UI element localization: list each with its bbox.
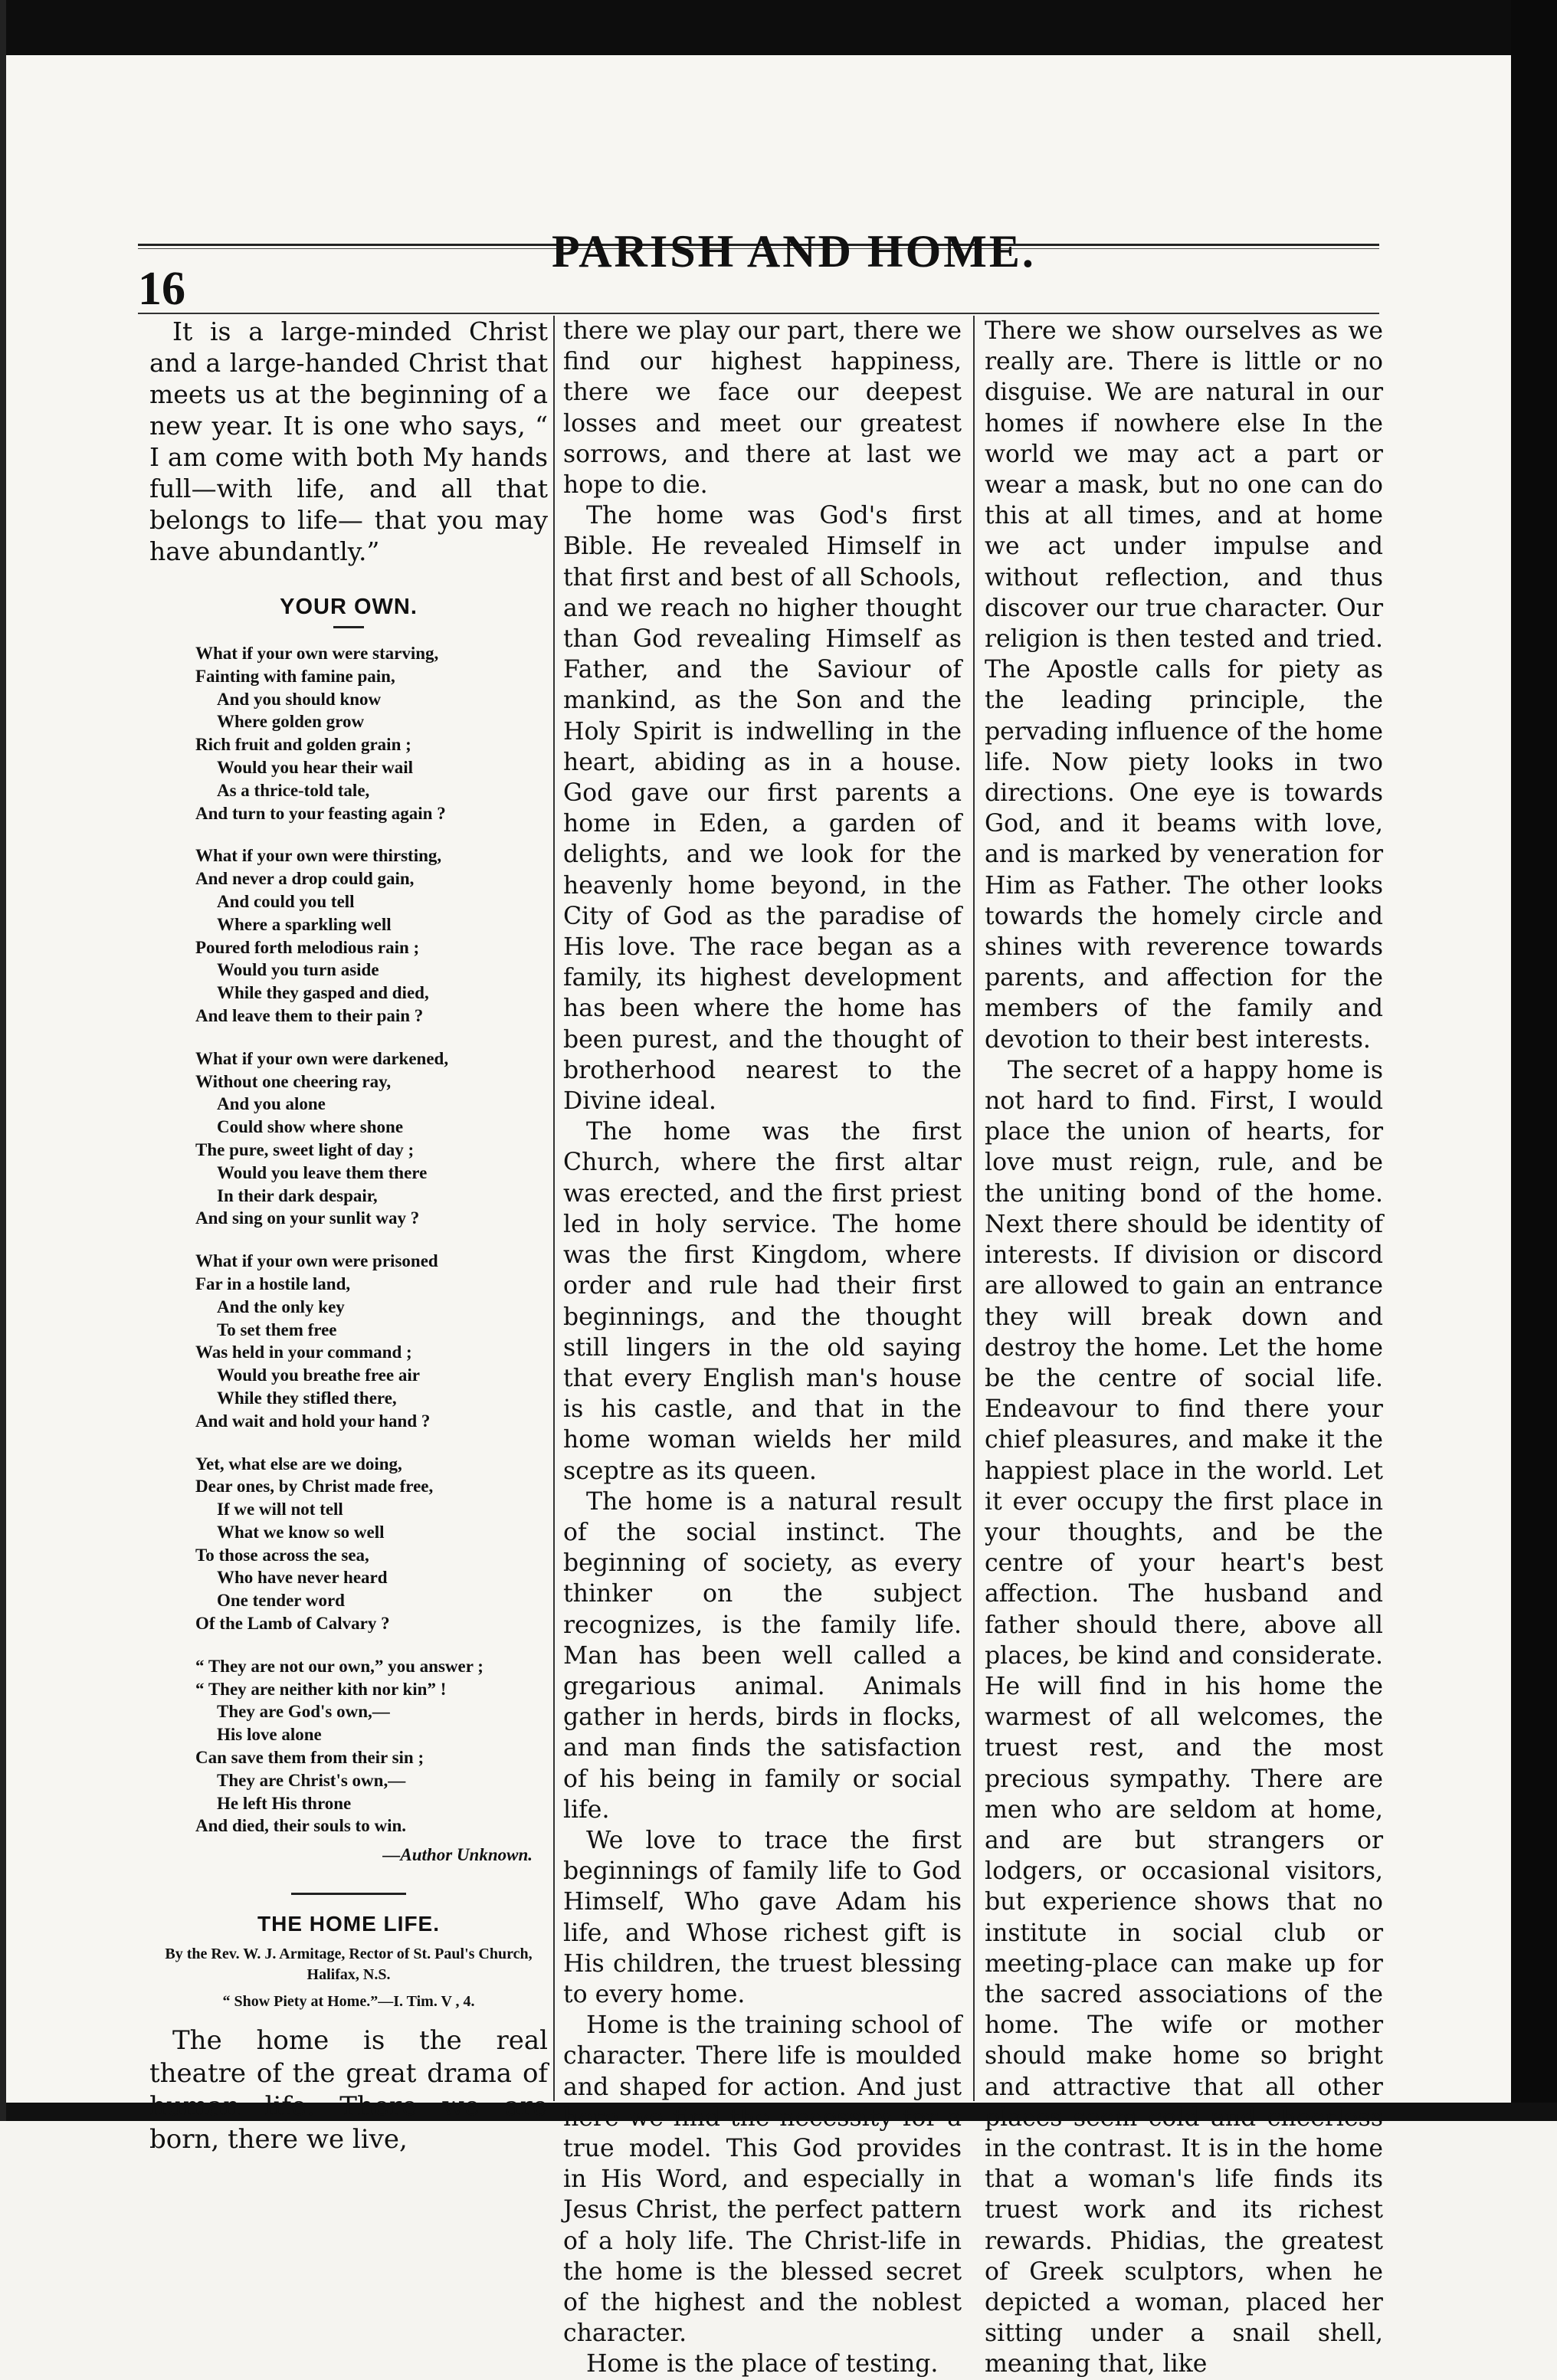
- paragraph: The home was the first Church, where the first altar was erected, and the first priest led in holy service. The home was the first Kingdom, where order and rule had their first beginnings, and the thought still lingers in the old saying that every English man's house is his castle, and that in the home woman wields her mild sceptre as its queen.: [563, 1118, 962, 1485]
- paragraph: there we play our part, there we find our highest happiness, there we face our deepest losses and meet our greatest sorrows, and there at last we hope to die.: [563, 317, 962, 500]
- scan-border-left: [0, 0, 6, 2121]
- paragraph: The home was God's first Bible. He revealed Himself in that first and best of all Schools, and we reach no higher thought than God revealing Himself as Father, and the Saviour of mankind, as the Son and the Holy Spirit is indwelling in the heart, abiding as in a house. God gave our first parents a home in Eden, a garden of delights, and we look for the heavenly home beyond, in the City of God as the paradise of His love. The race began as a family, its highest development has been where the home has been purest, and the thought of brotherhood nearest to the Divine ideal.: [563, 502, 962, 1116]
- scan-border-top: [0, 0, 1557, 55]
- column-2: [563, 316, 962, 2378]
- poem-line: Dear ones, by Christ made free,: [195, 1477, 434, 1497]
- title-dash: [333, 626, 364, 628]
- poem-line: Would you breathe free air: [217, 1365, 420, 1385]
- poem-line: And died, their souls to win.: [195, 1816, 407, 1836]
- header-rule-bottom: [138, 313, 1379, 314]
- poem-line: The pure, sweet light of day ;: [195, 1139, 415, 1159]
- section-divider: [291, 1893, 406, 1895]
- poem-line: Would you leave them there: [217, 1162, 428, 1182]
- poem-line: As a thrice-told tale,: [217, 780, 370, 800]
- poem-line: If we will not tell: [217, 1500, 343, 1519]
- poem-line: What if your own were thirsting,: [195, 846, 442, 866]
- poem-line: Would you turn aside: [217, 960, 379, 980]
- poem-attribution: —Author Unknown.: [382, 1845, 533, 1865]
- poem-line: Would you hear their wail: [217, 757, 414, 777]
- poem-line: And sing on your sunlit way ?: [195, 1208, 420, 1228]
- poem-line: One tender word: [217, 1591, 345, 1611]
- poem-line: Poured forth melodious rain ;: [195, 937, 420, 957]
- poem-line: What if your own were prisoned: [195, 1251, 438, 1271]
- page-number: 16: [138, 263, 185, 315]
- poem-line: To set them free: [217, 1319, 337, 1339]
- poem-line: Where a sparkling well: [217, 914, 392, 934]
- poem-stanza: [149, 1453, 548, 1635]
- poem-line: In their dark despair,: [217, 1185, 378, 1205]
- poem-line: Could show where shone: [217, 1117, 404, 1137]
- poem-line: While they stifled there,: [217, 1388, 397, 1408]
- poem-line: Was held in your command ;: [195, 1342, 412, 1362]
- poem-line: “ They are not our own,” you answer ;: [195, 1656, 483, 1676]
- poem-line: Far in a hostile land,: [195, 1274, 351, 1293]
- poem: [149, 642, 548, 1837]
- paragraph: We love to trace the first beginnings of family life to God Himself, Who gave Adam his life, and Whose richest gift is His children, the truest blessing to every home.: [563, 1826, 962, 2008]
- poem-line: And leave them to their pain ?: [195, 1005, 424, 1025]
- poem-line: And the only key: [217, 1297, 345, 1316]
- poem-line: To those across the sea,: [195, 1545, 369, 1565]
- poem-line: While they gasped and died,: [217, 983, 429, 1003]
- paragraph: The secret of a happy home is not hard to find. First, I would place the union of hearts, for love must reign, rule, and be the uniting bond of the home. Next there should be identity of interests. If division or discord are allowed to gain an entrance they will break down and destroy the home. Let the home be the centre of social life. Endeavour to find there your chief pleasures, and make it the happiest place in the world. Let it ever occupy the first place in your thoughts, and be the centre of your heart's best affection. The husband and father should there, above all places, be kind and considerate. He will find in his home the warmest of all welcomes, the truest rest, and the most precious sympathy. There are men who are seldom at home, and are but strangers or lodgers, or occasional visitors, but experience shows that no institute in social club or meeting-place can make up for the sacred associations of the home. The wife or mother should make home so bright and attractive that all other places seem cold and cheerless in the contrast. It is in the home that a woman's life finds its truest work and its richest rewards. Phidias, the greatest of Greek sculptors, when he depicted a woman, placed her sitting under a snail shell, meaning that, like: [985, 1056, 1383, 2378]
- poem-line: And wait and hold your hand ?: [195, 1411, 431, 1431]
- poem-title: YOUR OWN.: [280, 595, 418, 619]
- poem-line: What if your own were starving,: [195, 644, 439, 663]
- intro-paragraph: It is a large-minded Christ and a large-handed Christ that meets us at the beginning of a new year. It is one who says, “ I am come with both My hands full—with life, and all that belongs to life— that you may have abundantly.”: [149, 316, 548, 566]
- column-3: [985, 316, 1383, 2378]
- paragraph: The home is a natural result of the social instinct. The beginning of society, as every thinker on the subject recognizes, is the family life. Man has been well called a gregarious animal. Animals gather in herds, birds in flocks, and man finds the satisfaction of his being in family or social life.: [563, 1487, 962, 1824]
- article-byline: By the Rev. W. J. Armitage, Rector of St. Paul's Church, Halifax, N.S.: [165, 1946, 533, 1984]
- poem-line: They are God's own,—: [217, 1702, 390, 1722]
- poem-line: He left His throne: [217, 1793, 352, 1813]
- poem-line: Rich fruit and golden grain ;: [195, 735, 411, 755]
- poem-stanza: [149, 642, 548, 824]
- poem-stanza: [149, 1250, 548, 1432]
- running-title: PARISH AND HOME.: [552, 226, 1036, 277]
- poem-line: Who have never heard: [217, 1568, 388, 1588]
- poem-line: What if your own were darkened,: [195, 1048, 449, 1068]
- poem-line: Can save them from their sin ;: [195, 1748, 424, 1768]
- poem-line: And turn to your feasting again ?: [195, 803, 446, 823]
- poem-line: “ They are neither kith nor kin” !: [195, 1679, 447, 1699]
- poem-line: Fainting with famine pain,: [195, 666, 395, 686]
- article-title: THE HOME LIFE.: [257, 1912, 440, 1936]
- article-opening: The home is the real theatre of the great drama of human life. There we are born, there we live,: [149, 2025, 548, 2155]
- column-rule-2: [973, 316, 975, 2101]
- poem-line: And you alone: [217, 1094, 326, 1114]
- poem-stanza: [149, 1047, 548, 1230]
- poem-line: They are Christ's own,—: [217, 1770, 406, 1790]
- column-rule-1: [553, 316, 555, 2101]
- paragraph: Home is the training school of character. There life is moulded and shaped for action. And just here we find the necessity for a true model. This God provides in His Word, and especially in Jesus Christ, the perfect pattern of a holy life. The Christ-life in the home is the blessed secret of the highest and the noblest character.: [563, 2011, 962, 2348]
- paragraph: There we show ourselves as we really are. There is little or no disguise. We are natural in our homes if nowhere else In the world we may act a part or wear a mask, but no one can do this at all times, and at home we act under impulse and without reflection, and thus discover our true character. Our religion is then tested and tried. The Apostle calls for piety as the leading principle, the pervading influence of the home life. Now piety looks in two directions. One eye is towards God, and it beams with love, and is marked by veneration for Him as Father. The other looks towards the homely circle and shines with reverence towards parents, and affection for the members of the family and devotion to their best interests.: [985, 317, 1383, 1054]
- poem-line: Where golden grow: [217, 712, 365, 732]
- poem-line: His love alone: [217, 1725, 322, 1745]
- article-epigraph: “ Show Piety at Home.”—I. Tim. V , 4.: [222, 1993, 475, 2011]
- poem-stanza: [149, 1655, 548, 1837]
- poem-line: And you should know: [217, 689, 382, 709]
- poem-line: And never a drop could gain,: [195, 869, 415, 889]
- poem-line: What we know so well: [217, 1522, 385, 1542]
- poem-stanza: [149, 844, 548, 1027]
- poem-line: And could you tell: [217, 891, 355, 911]
- page-header: [138, 219, 1379, 315]
- scan-border-right: [1511, 0, 1557, 2121]
- column-1: [149, 316, 548, 2155]
- poem-line: Of the Lamb of Calvary ?: [195, 1614, 390, 1634]
- poem-line: Without one cheering ray,: [195, 1071, 392, 1091]
- poem-line: Yet, what else are we doing,: [195, 1454, 402, 1474]
- paragraph: Home is the place of testing.: [586, 2350, 939, 2378]
